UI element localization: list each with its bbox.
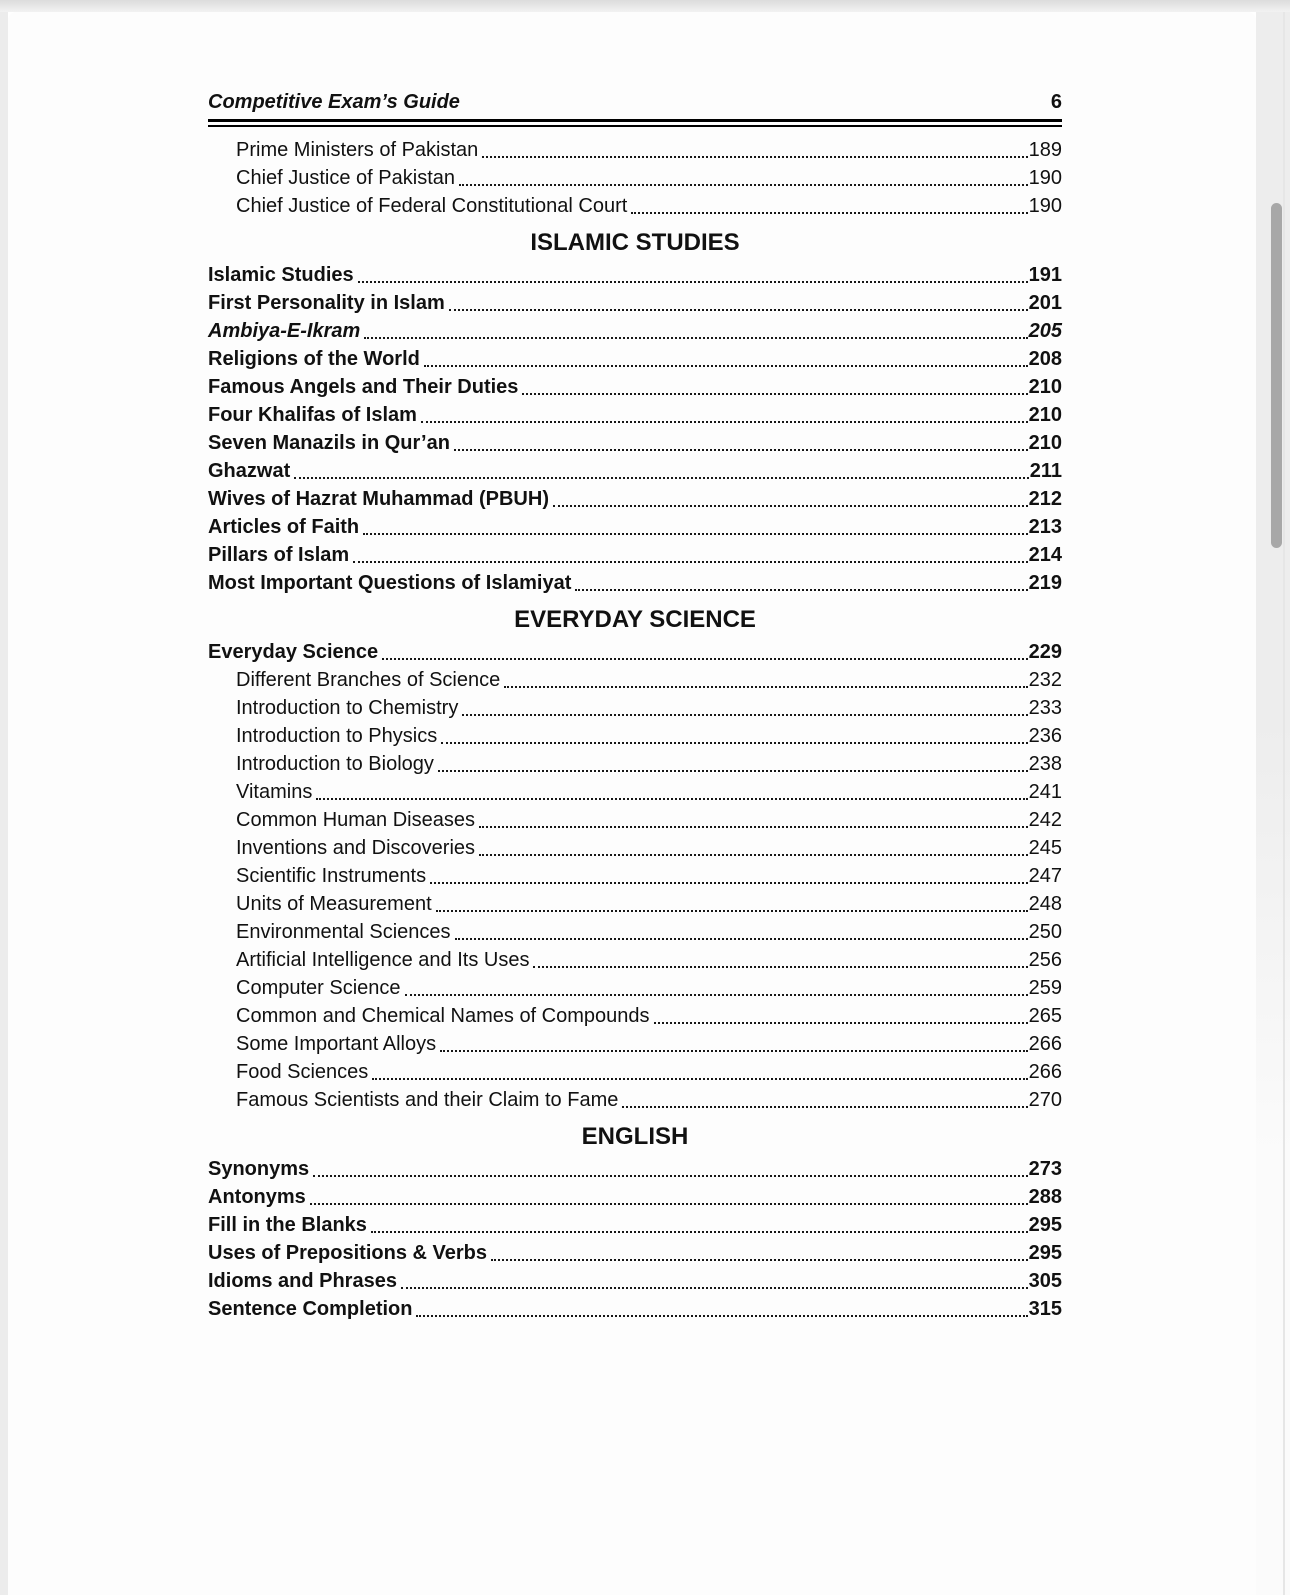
dot-leader bbox=[440, 1050, 1028, 1052]
toc-entry bbox=[208, 513, 1062, 541]
dot-leader bbox=[316, 798, 1027, 800]
toc-entry-label: Prime Ministers of Pakistan bbox=[236, 139, 479, 161]
toc-entry bbox=[208, 666, 1062, 694]
left-gutter bbox=[0, 12, 8, 1595]
toc-entry-label: Articles of Faith bbox=[208, 516, 360, 538]
toc-entry-label: Idioms and Phrases bbox=[208, 1270, 397, 1292]
dot-leader bbox=[441, 742, 1027, 744]
toc-entry-label: Chief Justice of Pakistan bbox=[236, 167, 455, 189]
folio-page-number: 6 bbox=[1050, 91, 1062, 113]
toc-entry-label: Sentence Completion bbox=[208, 1298, 413, 1320]
toc-entry-page: 259 bbox=[1028, 977, 1062, 999]
toc-entry-label: Synonyms bbox=[208, 1158, 310, 1180]
document-page bbox=[8, 12, 1256, 1595]
toc-entry-page: 214 bbox=[1028, 544, 1062, 566]
dot-leader bbox=[371, 1231, 1028, 1233]
toc-entry-label: Introduction to Biology bbox=[236, 753, 434, 775]
toc-entry-page: 256 bbox=[1028, 949, 1062, 971]
toc-entry bbox=[208, 834, 1062, 862]
toc-entry-label: Food Sciences bbox=[236, 1061, 369, 1083]
dot-leader bbox=[553, 505, 1028, 507]
dot-leader bbox=[438, 770, 1028, 772]
toc-entry-label: Common Human Diseases bbox=[236, 809, 475, 831]
toc-entry-label: Uses of Prepositions & Verbs bbox=[208, 1242, 487, 1264]
toc-entry-page: 273 bbox=[1028, 1158, 1062, 1180]
toc-entry bbox=[208, 946, 1062, 974]
dot-leader bbox=[436, 910, 1028, 912]
toc-entry-page: 210 bbox=[1028, 432, 1062, 454]
toc-entry-label: First Personality in Islam bbox=[208, 292, 445, 314]
toc-entry-label: Units of Measurement bbox=[236, 893, 432, 915]
dot-leader bbox=[575, 589, 1027, 591]
toc-entry-label: Inventions and Discoveries bbox=[236, 837, 476, 859]
dot-leader bbox=[353, 561, 1027, 563]
toc-entry bbox=[208, 345, 1062, 373]
toc-entry-label: Pillars of Islam bbox=[208, 544, 350, 566]
toc-entry-page: 210 bbox=[1028, 376, 1062, 398]
toc-entry-label: Different Branches of Science bbox=[236, 669, 501, 691]
toc-entry-page: 208 bbox=[1028, 348, 1062, 370]
dot-leader bbox=[482, 156, 1027, 158]
toc-entry bbox=[208, 317, 1062, 345]
dot-leader bbox=[294, 477, 1028, 479]
toc-entry-page: 238 bbox=[1028, 753, 1062, 775]
toc-entry bbox=[208, 1002, 1062, 1030]
toc-entry bbox=[208, 541, 1062, 569]
toc-entry bbox=[208, 918, 1062, 946]
book-title: Competitive Exam’s Guide bbox=[208, 91, 460, 113]
toc-entry bbox=[208, 694, 1062, 722]
window-top-edge bbox=[0, 0, 1290, 12]
toc-entry-label: Introduction to Chemistry bbox=[236, 697, 459, 719]
dot-leader bbox=[631, 212, 1027, 214]
toc-entry-page: 288 bbox=[1028, 1186, 1062, 1208]
toc-entry-page: 190 bbox=[1028, 167, 1062, 189]
toc-entry-page: 266 bbox=[1028, 1033, 1062, 1055]
toc-entry-page: 295 bbox=[1028, 1242, 1062, 1264]
toc-entry-label: Fill in the Blanks bbox=[208, 1214, 367, 1236]
toc-entry bbox=[208, 569, 1062, 597]
toc-entry bbox=[208, 401, 1062, 429]
toc-entry bbox=[208, 136, 1062, 164]
dot-leader bbox=[363, 533, 1027, 535]
dot-leader bbox=[622, 1106, 1027, 1108]
toc-entry-label: Ghazwat bbox=[208, 460, 291, 482]
dot-leader bbox=[416, 1315, 1027, 1317]
dot-leader bbox=[372, 1078, 1027, 1080]
header-rule bbox=[208, 119, 1062, 127]
toc-entry-label: Seven Manazils in Qur’an bbox=[208, 432, 450, 454]
toc-entry bbox=[208, 429, 1062, 457]
dot-leader bbox=[382, 658, 1028, 660]
toc-entry-label: Antonyms bbox=[208, 1186, 306, 1208]
toc-entry bbox=[208, 164, 1062, 192]
toc-entry-page: 232 bbox=[1028, 669, 1062, 691]
toc-entry bbox=[208, 778, 1062, 806]
dot-leader bbox=[421, 421, 1028, 423]
section-heading: ISLAMIC STUDIES bbox=[530, 229, 740, 256]
toc-entry bbox=[208, 1183, 1062, 1211]
toc-entry bbox=[208, 485, 1062, 513]
toc-entry bbox=[208, 1030, 1062, 1058]
toc-entry bbox=[208, 1155, 1062, 1183]
dot-leader bbox=[424, 365, 1028, 367]
toc-entry-page: 242 bbox=[1028, 809, 1062, 831]
toc-entry bbox=[208, 638, 1062, 666]
toc-entry bbox=[208, 1295, 1062, 1323]
toc-entry-label: Some Important Alloys bbox=[236, 1033, 437, 1055]
toc-entry-label: Islamic Studies bbox=[208, 264, 354, 286]
toc-entry-page: 213 bbox=[1028, 516, 1062, 538]
toc-entry-page: 247 bbox=[1028, 865, 1062, 887]
toc-entry bbox=[208, 722, 1062, 750]
toc-entry-label: Scientific Instruments bbox=[236, 865, 427, 887]
dot-leader bbox=[533, 966, 1027, 968]
dot-leader bbox=[405, 994, 1028, 996]
dot-leader bbox=[449, 309, 1028, 311]
toc-entry-page: 265 bbox=[1028, 1005, 1062, 1027]
toc-entry-page: 212 bbox=[1028, 488, 1062, 510]
toc-entry-label: Computer Science bbox=[236, 977, 401, 999]
toc-entry bbox=[208, 750, 1062, 778]
toc-entry-page: 201 bbox=[1028, 292, 1062, 314]
toc-entry-label: Everyday Science bbox=[208, 641, 379, 663]
toc-entry-page: 266 bbox=[1028, 1061, 1062, 1083]
toc-entry-page: 270 bbox=[1028, 1089, 1062, 1111]
dot-leader bbox=[479, 854, 1028, 856]
toc-entry-page: 219 bbox=[1028, 572, 1062, 594]
toc-entry-page: 233 bbox=[1028, 697, 1062, 719]
scrollbar-thumb[interactable] bbox=[1271, 203, 1282, 548]
toc-entry-label: Famous Scientists and their Claim to Fame bbox=[236, 1089, 619, 1111]
toc-entry-label: Artificial Intelligence and Its Uses bbox=[236, 949, 530, 971]
dot-leader bbox=[310, 1203, 1028, 1205]
toc-entry bbox=[208, 261, 1062, 289]
toc-entry bbox=[208, 1239, 1062, 1267]
toc-entry-page: 305 bbox=[1028, 1270, 1062, 1292]
toc-entry-page: 236 bbox=[1028, 725, 1062, 747]
toc-entry-page: 241 bbox=[1028, 781, 1062, 803]
dot-leader bbox=[454, 449, 1028, 451]
toc-entry bbox=[208, 1211, 1062, 1239]
toc-entry-label: Wives of Hazrat Muhammad (PBUH) bbox=[208, 488, 549, 510]
dot-leader bbox=[479, 826, 1028, 828]
toc-entry bbox=[208, 1086, 1062, 1114]
dot-leader bbox=[313, 1175, 1027, 1177]
dot-leader bbox=[504, 686, 1027, 688]
scrollbar-track-line bbox=[1283, 12, 1285, 1595]
toc-entry bbox=[208, 974, 1062, 1002]
toc-entry-page: 229 bbox=[1028, 641, 1062, 663]
toc-entry-label: Famous Angels and Their Duties bbox=[208, 376, 519, 398]
toc-entry bbox=[208, 890, 1062, 918]
page-header bbox=[208, 90, 1062, 114]
toc-entry-page: 295 bbox=[1028, 1214, 1062, 1236]
dot-leader bbox=[364, 337, 1027, 339]
toc-entry bbox=[208, 1267, 1062, 1295]
dot-leader bbox=[462, 714, 1027, 716]
dot-leader bbox=[654, 1022, 1028, 1024]
dot-leader bbox=[459, 184, 1028, 186]
section-heading: ENGLISH bbox=[581, 1123, 689, 1150]
toc-entry bbox=[208, 1058, 1062, 1086]
dot-leader bbox=[358, 281, 1028, 283]
dot-leader bbox=[401, 1287, 1028, 1289]
toc-entry-page: 250 bbox=[1028, 921, 1062, 943]
dot-leader bbox=[455, 938, 1028, 940]
toc-entry-label: Chief Justice of Federal Constitutional Court bbox=[236, 195, 628, 217]
dot-leader bbox=[522, 393, 1027, 395]
toc-entry-page: 248 bbox=[1028, 893, 1062, 915]
toc-entry-label: Environmental Sciences bbox=[236, 921, 451, 943]
toc-entry bbox=[208, 862, 1062, 890]
toc bbox=[208, 136, 1062, 1323]
toc-entry-label: Religions of the World bbox=[208, 348, 420, 370]
toc-entry-page: 191 bbox=[1028, 264, 1062, 286]
toc-entry bbox=[208, 806, 1062, 834]
toc-entry-page: 190 bbox=[1028, 195, 1062, 217]
toc-entry-page: 210 bbox=[1028, 404, 1062, 426]
toc-entry-label: Common and Chemical Names of Compounds bbox=[236, 1005, 650, 1027]
toc-entry-page: 205 bbox=[1028, 320, 1062, 342]
toc-entry-label: Ambiya-E-Ikram bbox=[208, 320, 361, 342]
dot-leader bbox=[491, 1259, 1028, 1261]
toc-entry bbox=[208, 192, 1062, 220]
toc-entry-label: Most Important Questions of Islamiyat bbox=[208, 572, 572, 594]
toc-entry bbox=[208, 457, 1062, 485]
toc-entry-page: 211 bbox=[1029, 460, 1062, 482]
toc-entry-label: Vitamins bbox=[236, 781, 313, 803]
section-heading: EVERYDAY SCIENCE bbox=[514, 606, 756, 633]
toc-entry-page: 245 bbox=[1028, 837, 1062, 859]
dot-leader bbox=[430, 882, 1028, 884]
toc-entry bbox=[208, 373, 1062, 401]
toc-entry-label: Introduction to Physics bbox=[236, 725, 438, 747]
toc-entry bbox=[208, 289, 1062, 317]
toc-entry-label: Four Khalifas of Islam bbox=[208, 404, 417, 426]
toc-entry-page: 315 bbox=[1028, 1298, 1062, 1320]
toc-entry-page: 189 bbox=[1028, 139, 1062, 161]
page-content bbox=[208, 90, 1062, 1323]
